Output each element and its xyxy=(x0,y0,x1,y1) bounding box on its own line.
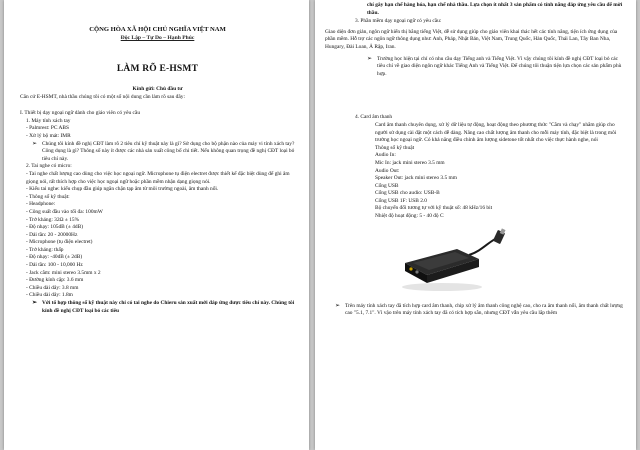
description-paragraph: - Kiểu tai nghe: kiểu chụp đầu giúp ngăn chặn tạp âm từ môi trường ngoài, âm thanh nổi. xyxy=(26,186,219,193)
spec-line: - Trở kháng: 32Ω ± 15% xyxy=(26,216,80,223)
description-paragraph: Giao diện đơn giản, ngôn ngữ hiển thị bằng tiếng Việt, dễ sử dụng giúp cho giáo viên khai thác hết các tính năng, tiện ích ứng dụng của phần mềm. Hỗ trợ các ngôn ngữ thông dụng như: Anh, Pháp, Nhật Bản, Việt Nam, Trung Quốc, Hàn Quốc, Thái Lan, Tây Ban Nha, Hungary, Đài Loan, Ả Rập, Iran. xyxy=(325,28,618,50)
arrow-bullet-icon: ➢ xyxy=(32,300,38,307)
spec-line: Speaker Out: jack mini stereo 3.5 mm xyxy=(375,175,457,182)
spec-line: - Jack cắm: mini stereo 3.5mm x 2 xyxy=(26,269,101,276)
spec-line: Nhiệt độ hoạt động: 5 - 40 độ C xyxy=(375,213,444,220)
spec-line: - Xử lý bộ mát: IMR xyxy=(26,132,71,139)
spec-line: - Trở kháng: thấp xyxy=(26,246,64,253)
item-heading: 1. Máy tính xách tay xyxy=(26,117,71,124)
request-note: ➢ Trên máy tính xách tay đã tích hợp card âm thanh, chip xử lý âm thanh công nghệ cao, cho ra âm thanh nổi, âm thanh chất lượng cao "5.1, 7.1". Vì vậo trên máy tính xách tay đã có tích hợp sẵn, nhưng CĐT vẫn yêu cầu lắp thêm xyxy=(335,302,623,317)
arrow-bullet-icon: ➢ xyxy=(367,55,373,62)
spec-line: Cổng USB xyxy=(375,182,399,189)
spec-line: Thông số kỹ thuật xyxy=(375,144,415,151)
request-note-continued: chí gây hạn chế hàng hóa, hạn chế nhà thầu. Lựa chọn ít nhất 3 sản phẩm có tính năng đáp ứng yêu cầu để mời thầu. xyxy=(367,2,623,16)
spec-line: Bộ chuyển đổi tương tự với kỹ thuật số: 48 kHz/16 bit xyxy=(375,205,493,212)
item-heading: 2. Tai nghe có micro: xyxy=(26,163,72,170)
item-heading: 4. Card âm thanh xyxy=(355,114,393,121)
spec-line: - Headphone: xyxy=(26,201,56,208)
addressee: Kính gửi: Chủ đầu tư xyxy=(132,86,183,92)
document-page-left xyxy=(4,0,309,450)
arrow-bullet-icon: ➢ xyxy=(32,140,38,147)
spec-line: Audio Out: xyxy=(375,167,400,174)
spec-line: Cổng USB cho audio: USB-B xyxy=(375,190,440,197)
section-heading: I. Thiết bị dạy ngoại ngữ dành cho giáo viên có yêu cầu xyxy=(20,110,141,117)
description-paragraph: Card âm thanh chuyên dụng, xử lý dữ liệu tự động, hoạt động theo phương thức "Cắm và chạy" nhằm giúp cho người sử dụng cài đặt một cách dễ dàng. Nâng cao chất lượng âm thanh cho mỗi máy tính, đặc biệt là trong môi trường học ngoại ngữ. Có khả năng điều chỉnh âm lượng sidetone tốt nhất cho việc thực hành nghe, nói xyxy=(375,121,617,144)
spec-line: - Độ nhạy: -40dB (± 2dB) xyxy=(26,254,83,261)
spec-line: Mic In: jack mini stereo 3.5 mm xyxy=(375,159,445,166)
spec-line: Cổng USB 1F: USB 2.0 xyxy=(375,197,427,204)
item-heading: 3. Phần mềm dạy ngoại ngữ có yêu cầu: xyxy=(355,18,442,25)
spec-line: - Dải tần: 100 - 10,000 Hz xyxy=(26,262,83,269)
spec-line: - Microphone (tụ điện electret) xyxy=(26,239,93,246)
intro-paragraph: Căn cứ E-HSMT, nhà thầu chúng tôi có một số nội dung cần làm rõ sau đây: xyxy=(20,93,185,100)
spec-line: - Đường kính cặp: 3.6 mm xyxy=(26,277,84,284)
spec-line: - Chiều dài dây: 1.8m xyxy=(26,292,73,299)
spec-line: - Palmrest: PC ABS xyxy=(26,125,69,132)
request-note: ➢ Với tổ hợp thông số kỹ thuật này chỉ có tai nghe do Chieru sản xuất mới đáp ứng được tiêu chí này. Chúng tôi kính đề nghị CĐT loại bỏ các tiêu xyxy=(32,300,295,314)
spec-line: - Dải tần: 20 - 20000Hz xyxy=(26,231,78,238)
spec-line: - Độ nhạy: 105dB (± 4dB) xyxy=(26,224,84,231)
spec-line: - Công suất đầu vào tối đa: 100mW xyxy=(26,208,103,215)
spec-line: - Chiều dài dây: 3.8 mm xyxy=(26,284,79,291)
header-motto: Độc Lập – Tự Do – Hạnh Phúc xyxy=(120,35,195,41)
document-title: LÀM RÕ E-HSMT xyxy=(116,64,199,74)
description-paragraph: - Tai nghe chất lượng cao dùng cho việc học ngoại ngữ. Microphone tụ điện electret được thiết kế đặc biệt dùng để ghi âm giọng nói, rất thích hợp cho việc học ngoại ngữ hoặc phần mềm nhận dạng giọng nói. xyxy=(26,170,290,185)
request-note: ➢ Trường học hiện tại chỉ có nhu cầu dạy Tiếng anh và Tiếng Việt. Vì vậy chúng tôi kính đề nghị CĐT loại bỏ các tiêu chí về giao diện ngôn ngữ khác Tiếng Anh và Tiếng Việt. Để chúng tôi thuận tiện lựa chọn các sản phẩm phù hợp. xyxy=(367,55,622,77)
arrow-bullet-icon: ➢ xyxy=(335,302,341,309)
usb-sound-card-icon xyxy=(397,227,507,297)
header-republic: CỘNG HÒA XÃ HỘI CHỦ NGHĨA VIỆT NAM xyxy=(89,26,226,33)
document-page-right xyxy=(315,0,636,450)
spec-line: Audio In: xyxy=(375,152,396,159)
spec-line: - Thông số kỹ thuật: xyxy=(26,193,70,200)
sound-card-image xyxy=(397,227,507,297)
request-note: ➢ Chúng tôi kính đề nghị CĐT làm rõ 2 tiêu chí kỹ thuật này là gì? Sử dụng cho bộ phận nào của máy vi tính xách tay? Công dụng là gì? Thông số này ít được các nhà sản xuất công bố chi tiết. Nếu không quan trọng đề nghị CĐT loại bỏ tiêu chí này. xyxy=(32,140,295,162)
